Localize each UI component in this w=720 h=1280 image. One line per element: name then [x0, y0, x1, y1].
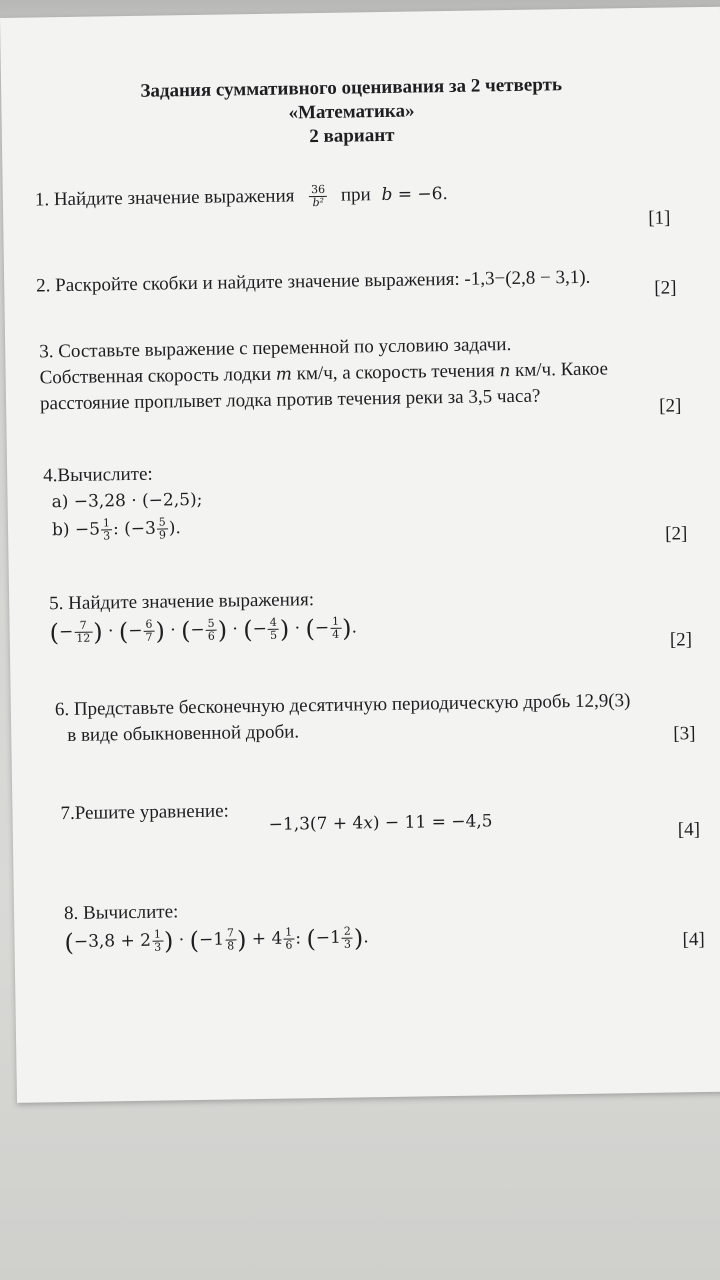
task-8-points: [4]: [682, 929, 705, 951]
task-3-line-1: 3. Составьте выражение с переменной по условию задачи.: [39, 334, 512, 363]
task-8-frac-1-den: 3: [154, 940, 162, 954]
task-7-eq-b: ) − 11 = −4,5: [372, 811, 493, 834]
task-3-line-2b: км/ч, а скорость течения: [291, 360, 500, 385]
task-4-title: 4.Вычислите:: [43, 463, 153, 487]
task-5-fraction-den: 12: [76, 631, 91, 646]
task-5-times-sign: ·: [226, 619, 244, 640]
task-5-paren-close: ): [155, 617, 166, 646]
task-4-b-frac-1-num: 1: [102, 516, 111, 530]
task-8-paren-close-2: ): [236, 925, 247, 955]
task-5-fraction: [330, 616, 341, 641]
task-5-title: 5. Найдите значение выражения:: [49, 589, 315, 615]
task-3-points: [2]: [659, 395, 682, 417]
task-5-fraction-num: 7: [79, 618, 87, 632]
task-7-title: 7.Решите уравнение:: [60, 800, 229, 825]
task-5-paren-open: (: [180, 616, 191, 645]
task-4-b-frac-2-num: 5: [158, 515, 166, 529]
task-8-frac-2: [225, 928, 236, 953]
task-4-b-mid: : (−3: [112, 518, 157, 540]
task-5-fraction: [268, 617, 279, 642]
task-5-minus: −: [190, 619, 205, 641]
task-8-p3: −1: [198, 929, 225, 950]
task-1-points: [1]: [648, 207, 671, 229]
task-1-tail: = −6.: [392, 183, 449, 205]
task-1-frac-den: b²: [309, 196, 327, 209]
task-8-frac-1-num: 1: [153, 927, 162, 941]
task-7-eq-var: x: [363, 813, 374, 834]
task-5-paren-open: (: [49, 618, 60, 647]
task-5-paren-close: ): [217, 616, 228, 645]
task-5-paren-open: (: [118, 617, 129, 646]
task-4-b-frac-2: [157, 517, 168, 542]
task-8-frac-2-den: 8: [227, 939, 235, 953]
task-4-b-prefix: b) −5: [51, 519, 101, 541]
task-5-paren-close: ): [279, 615, 290, 644]
task-1-var: b: [381, 184, 393, 206]
task-6-points: [3]: [673, 723, 696, 745]
task-3-var-n: n: [499, 361, 511, 382]
task-8-p6: −1: [315, 927, 342, 949]
task-8-expression: [64, 924, 369, 955]
task-8-paren-open-2: (: [189, 926, 200, 955]
task-2-text: 2. Раскройте скобки и найдите значение выражения: -1,3−(2,8 − 3,1).: [36, 266, 591, 297]
task-4-b-end: ).: [168, 518, 182, 539]
task-5-fraction-num: 1: [331, 614, 340, 628]
task-5-paren-open: (: [305, 614, 316, 643]
task-8-title: 8. Вычислите:: [63, 901, 179, 925]
task-7-points: [4]: [677, 819, 701, 841]
task-5-end: .: [351, 617, 358, 638]
header-line-2: «Математика»: [288, 100, 415, 124]
task-8-paren-close-1: ): [163, 927, 174, 956]
task-5-fraction-num: 6: [145, 617, 153, 631]
task-6-line-1: 6. Представьте бесконечную десятичную периодическую дробь 12,9(3): [54, 690, 631, 721]
task-8-frac-2-num: 7: [226, 926, 235, 940]
exam-sheet: [0, 7, 720, 1103]
task-3-line-2c: км/ч. Какое: [510, 358, 609, 382]
task-5-fraction-den: 7: [145, 630, 153, 644]
task-5-expression: [49, 614, 357, 645]
task-5-fraction: [74, 620, 92, 645]
task-7-eq-a: −1,3(7 + 4: [268, 813, 364, 835]
task-5-times-sign: ·: [289, 618, 306, 639]
task-4-b-frac-1: [101, 517, 112, 542]
task-8-frac-4-den: 3: [343, 937, 352, 951]
task-5-paren-close: ): [341, 614, 352, 643]
task-4-b: [52, 515, 181, 543]
task-5-fraction-den: 4: [332, 627, 340, 641]
task-8-paren-close-3: ): [353, 924, 364, 953]
task-1-frac-num: 36: [310, 183, 326, 197]
task-5-times-sign: ·: [102, 621, 120, 642]
task-5-fraction-den: 6: [207, 629, 215, 643]
task-8-frac-3-num: 1: [285, 925, 293, 939]
task-1-text: 1. Найдите значение выражения: [34, 185, 295, 211]
task-8-frac-1: [152, 929, 163, 954]
task-5-paren-open: (: [243, 615, 253, 644]
task-4-b-frac-1-den: 3: [103, 529, 111, 543]
task-8-paren-open-1: (: [64, 928, 75, 957]
task-5-minus: −: [252, 618, 268, 640]
task-4-a: a) −3,28 · (−2,5);: [51, 489, 203, 513]
task-1-mid: при: [340, 184, 371, 206]
task-1: [35, 181, 448, 214]
task-8-p1: −3,8 + 2: [73, 930, 152, 952]
task-8-frac-3: [283, 927, 294, 952]
task-5-minus: −: [128, 620, 143, 642]
task-3-var-m: m: [275, 364, 293, 385]
task-8-end: .: [363, 927, 369, 948]
task-2: [36, 265, 591, 300]
task-8-p4: + 4: [246, 928, 283, 950]
task-8-frac-4-num: 2: [343, 924, 351, 938]
task-5-fraction-num: 4: [269, 615, 277, 629]
task-5-points: [2]: [669, 629, 693, 651]
task-8-paren-open-3: (: [306, 924, 317, 953]
task-5-times-sign: ·: [164, 620, 182, 641]
task-3-line-2a: Собственная скорость лодки: [39, 363, 276, 389]
task-5-fraction: [143, 619, 154, 644]
task-4-b-frac-2-den: 9: [158, 528, 167, 542]
task-5-fraction: [206, 618, 217, 643]
task-5-paren-close: ): [93, 618, 103, 647]
task-6-line-2: в виде обыкновенной дроби.: [67, 721, 300, 747]
task-4-points: [2]: [665, 523, 688, 545]
header-line-1: Задания суммативного оценивания за 2 четверть: [140, 74, 563, 102]
task-1-fraction: [309, 184, 327, 209]
header-line-3: 2 вариант: [309, 124, 395, 148]
task-5-minus: −: [58, 621, 74, 643]
task-3-line-3: расстояние проплывет лодка против течения реки за 3,5 часа?: [39, 385, 541, 415]
task-2-points: [2]: [654, 277, 677, 299]
task-8-p2: ·: [173, 930, 190, 951]
task-5-fraction-num: 5: [207, 616, 215, 630]
task-8-p5: :: [295, 928, 307, 949]
task-5-fraction-den: 5: [269, 628, 278, 642]
task-7-equation: [269, 808, 493, 838]
task-8-frac-3-den: 6: [285, 938, 293, 952]
task-8-frac-4: [342, 926, 353, 951]
task-5-minus: −: [314, 617, 330, 639]
